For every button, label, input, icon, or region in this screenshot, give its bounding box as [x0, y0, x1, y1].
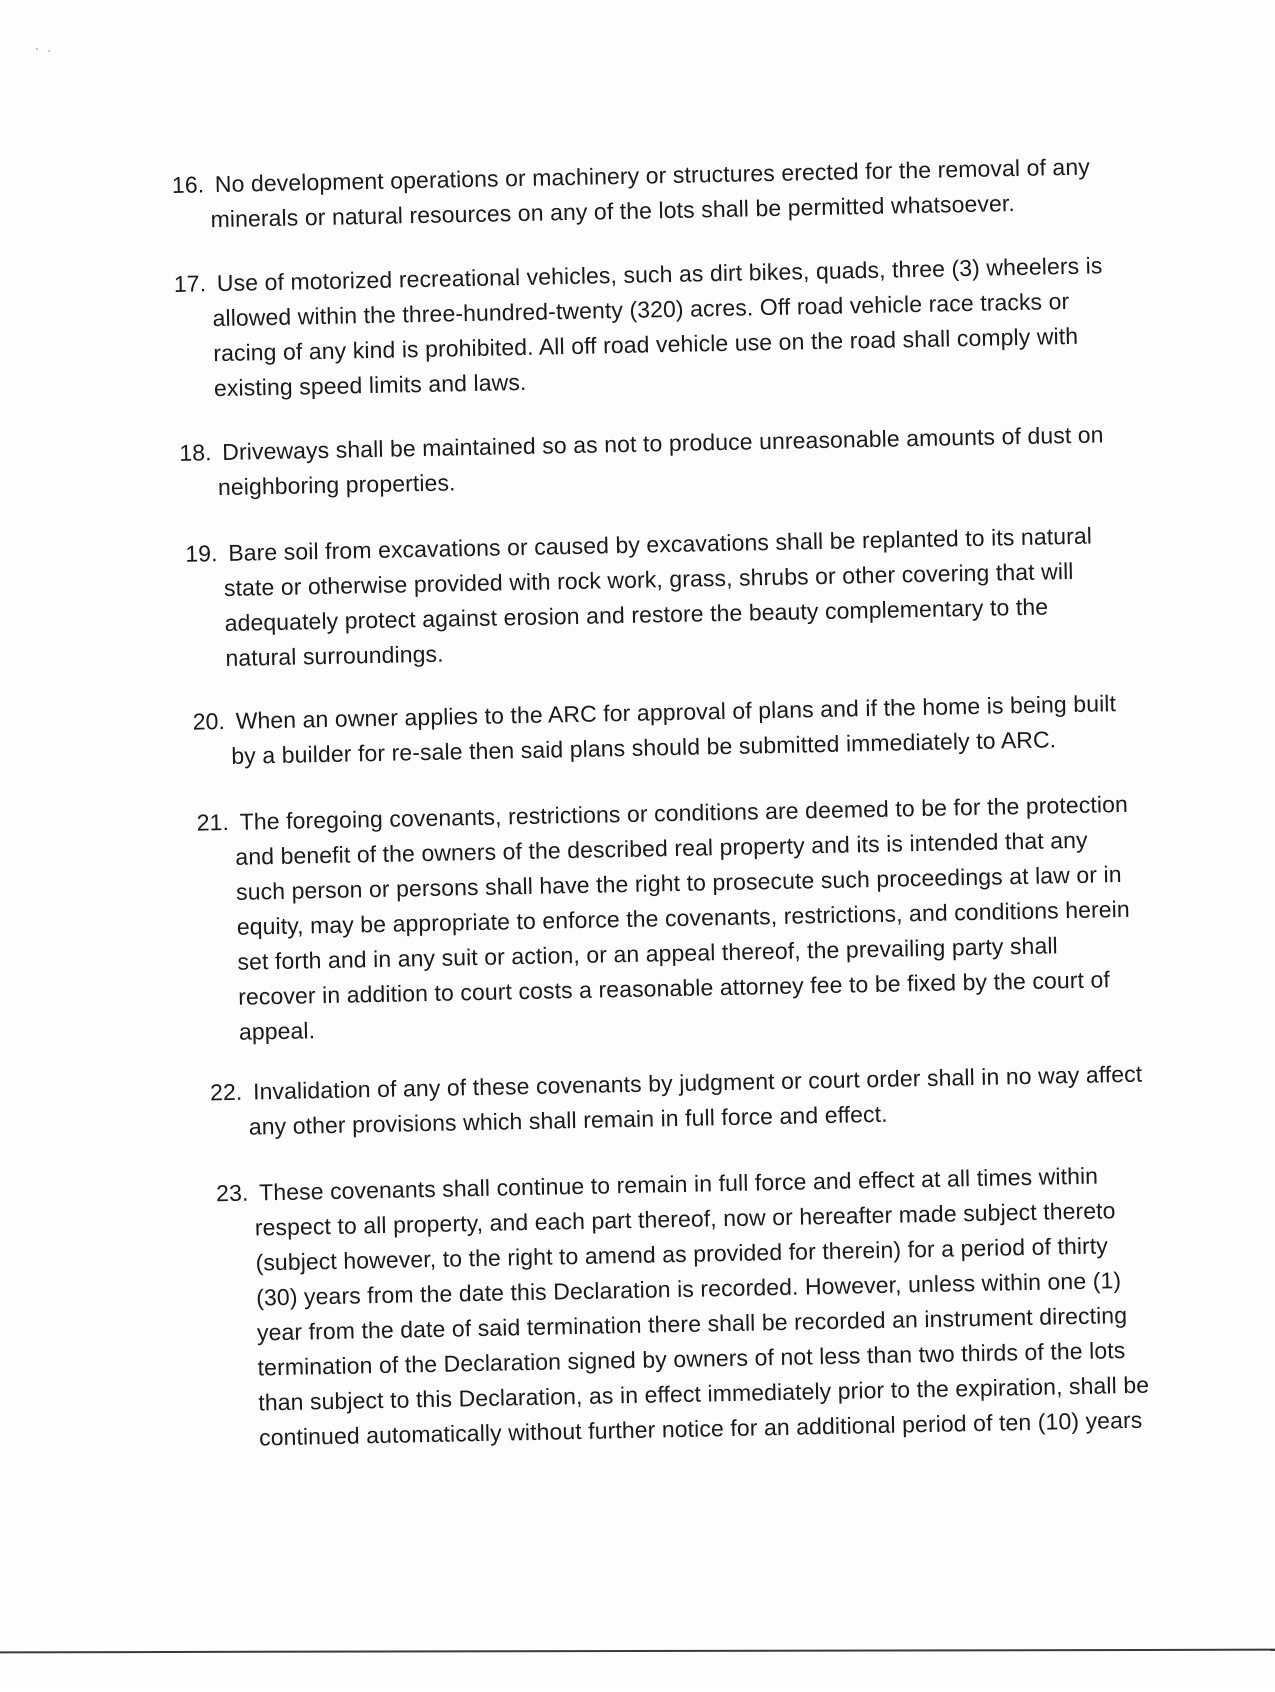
item-text-line: Driveways shall be maintained so as not to produce unreasonable amounts of dust on — [222, 421, 1104, 466]
item-text-line: and benefit of the owners of the described real property and its is intended that any — [235, 826, 1088, 870]
item-text-line: continued automatically without further notice for an additional period of ten (10) years — [258, 1406, 1143, 1451]
covenant-item-17 — [174, 248, 1137, 407]
item-text-line: Invalidation of any of these covenants by judgment or court order shall in no way affect — [252, 1060, 1143, 1105]
covenant-item-22 — [210, 1056, 1171, 1145]
item-text-line: such person or persons shall have the right to prosecute such proceedings at law or in — [235, 861, 1122, 905]
item-text-line: termination of the Declaration signed by owners of not less than two thirds of the lots — [257, 1337, 1126, 1381]
item-text-line: state or otherwise provided with rock work, grass, shrubs or other covering that will — [223, 557, 1074, 601]
item-text-line: natural surroundings. — [225, 640, 444, 671]
covenant-item-21 — [196, 786, 1161, 1050]
item-text-line: year from the date of said termination there shall be recorded an instrument directing — [256, 1302, 1128, 1346]
item-text-line: any other provisions which shall remain in full force and effect. — [248, 1100, 888, 1140]
item-number: 20. — [192, 708, 226, 735]
covenant-item-20 — [192, 685, 1153, 774]
item-number: 23. — [215, 1179, 249, 1207]
item-number: 21. — [196, 808, 230, 836]
item-text-line: recover in addition to court costs a reasonable attorney fee to be fixed by the court of — [237, 966, 1111, 1010]
covenant-item-19 — [185, 518, 1148, 677]
item-text-line: by a builder for re-sale then said plans should be submitted immediately to ARC. — [231, 726, 1057, 769]
covenant-item-23 — [216, 1157, 1181, 1456]
item-text-line: racing of any kind is prohibited. All off road vehicle use on the road shall comply with — [213, 322, 1079, 367]
covenant-item-18 — [179, 417, 1140, 506]
item-text-line: (30) years from the date this Declaration is recorded. However, unless within one (1) — [255, 1267, 1122, 1311]
item-text-line: allowed within the three-hundred-twenty (320) acres. Off road vehicle race tracks or — [212, 287, 1070, 332]
item-number: 17. — [173, 270, 207, 297]
item-number: 19. — [185, 540, 218, 567]
item-text-line: minerals or natural resources on any of the lots shall be permitted whatsoever. — [210, 190, 1016, 233]
item-text-line: These covenants shall continue to remain in full force and effect at all times within — [258, 1162, 1099, 1206]
item-text-line: Use of motorized recreational vehicles, such as dirt bikes, quads, three (3) wheelers is — [216, 252, 1103, 297]
covenant-item-16 — [172, 149, 1133, 238]
item-text-line: Bare soil from excavations or caused by excavations shall be replanted to its natural — [228, 522, 1093, 566]
item-text-line: The foregoing covenants, restrictions or conditions are deemed to be for the protection — [239, 790, 1129, 835]
item-text-line: adequately protect against erosion and restore the beauty complementary to the — [224, 593, 1049, 636]
item-text-line: No development operations or machinery or structures erected for the removal of any — [214, 153, 1091, 198]
item-text-line: appeal. — [238, 1017, 316, 1045]
item-text-line: than subject to this Declaration, as in effect immediately prior to the expiration, shall be — [258, 1371, 1150, 1416]
item-text-line: neighboring properties. — [217, 469, 456, 501]
item-text-line: equity, may be appropriate to enforce the covenants, restrictions, and conditions herein — [236, 895, 1130, 940]
item-text-line: (subject however, to the right to amend as provided for therein) for a period of thirty — [255, 1232, 1109, 1276]
item-text-line: respect to all property, and each part thereof, now or hereafter made subject thereto — [254, 1197, 1116, 1241]
item-text-line: set forth and in any suit or action, or an appeal thereof, the prevailing party shall — [237, 932, 1058, 975]
item-number: 16. — [171, 171, 205, 198]
item-text-line: existing speed limits and laws. — [213, 368, 527, 402]
item-text-line: When an owner applies to the ARC for approval of plans and if the home is being built — [235, 690, 1117, 734]
item-number: 22. — [209, 1078, 243, 1106]
item-number: 18. — [179, 439, 212, 466]
